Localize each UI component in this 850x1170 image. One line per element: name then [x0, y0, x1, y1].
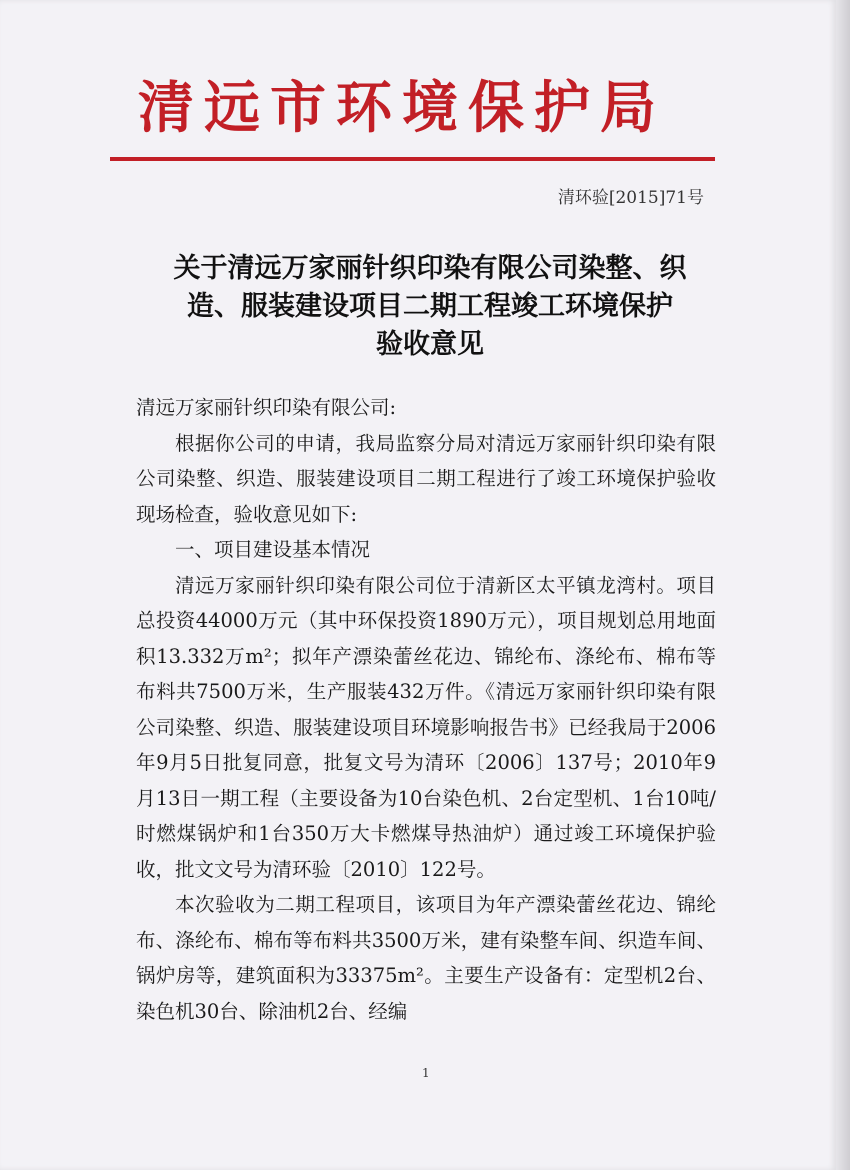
title-line-2: 造、服装建设项目二期工程竣工环境保护 [187, 291, 673, 322]
page-edge [836, 0, 850, 1170]
document-body [136, 390, 716, 1029]
agency-header: 清远市环境保护局 [138, 75, 666, 141]
title-line-1: 关于清远万家丽针织印染有限公司染整、织 [173, 253, 687, 284]
document-number: 清环验[2015]71号 [557, 188, 704, 208]
section-heading-1: 一、项目建设基本情况 [175, 538, 371, 561]
project-info-paragraph: 清远万家丽针织印染有限公司位于清新区太平镇龙湾村。项目总投资44000万元（其中环保投资1890万元），项目规划总用地面积13.332万m²；拟年产漂染蕾丝花边、锦纶布、涤纶布、棉布等布料共7500万米，生产服装432万件。《清远万家丽针织印染有限公司染整、织造、服装建设项目环境影响报告书》已经我局于2006年9月5日批复同意，批复文号为清环〔2006〕137号；2010年9月13日一期工程（主要设备为10台染色机、2台定型机、1台10吨/时燃煤锅炉和1台350万大卡燃煤导热油炉）通过竣工环境保护验收，批文文号为清环验〔2010〕122号。 [136, 573, 716, 881]
document-title [120, 250, 740, 364]
phase-two-paragraph: 本次验收为二期工程项目，该项目为年产漂染蕾丝花边、锦纶布、涤纶布、棉布等布料共3500万米，建有染整车间、织造车间、锅炉房等，建筑面积为33375m²。主要生产设备有：定型机2台、染色机30台、除油机2台、经编 [136, 893, 716, 1023]
title-line-3: 验收意见 [376, 329, 484, 360]
page-number: 1 [422, 1066, 430, 1080]
intro-paragraph: 根据你公司的申请，我局监察分局对清远万家丽针织印染有限公司染整、织造、服装建设项目二期工程进行了竣工环境保护验收现场检查，验收意见如下: [136, 431, 716, 526]
red-divider-line [110, 157, 715, 161]
salutation: 清远万家丽针织印染有限公司: [136, 396, 397, 419]
